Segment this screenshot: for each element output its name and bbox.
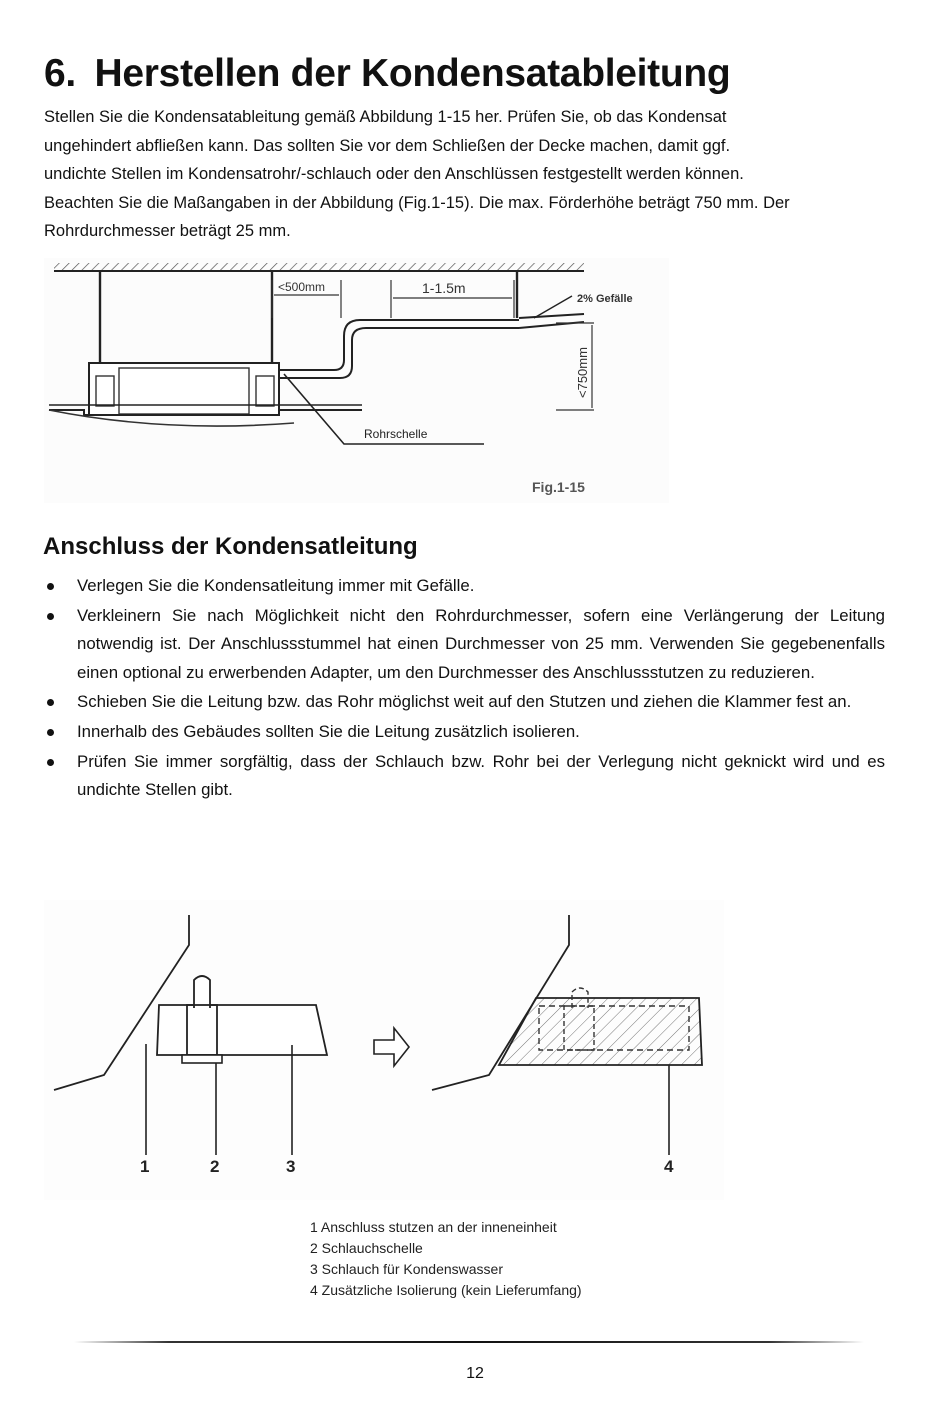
bullet-icon bbox=[47, 583, 54, 590]
callout-4: 4 bbox=[664, 1157, 674, 1176]
list-item bbox=[44, 572, 885, 601]
section-heading bbox=[44, 48, 730, 100]
list-item-text: Schieben Sie die Leitung bzw. das Rohr möglichst weit auf den Stutzen und ziehen die Klammer fest an. bbox=[77, 692, 852, 712]
bullet-list bbox=[44, 572, 885, 806]
bullet-icon bbox=[47, 759, 54, 766]
list-item-text: Prüfen Sie immer sorgfältig, dass der Schlauch bzw. Rohr bei der Verlegung nicht geknickt wird und es undichte Stellen gibt. bbox=[77, 751, 885, 800]
section-number: 6. bbox=[44, 52, 76, 95]
dimension-1-1-5m: 1-1.5m bbox=[422, 280, 466, 296]
intro-line: Rohrdurchmesser beträgt 25 mm. bbox=[44, 222, 291, 241]
list-item bbox=[44, 688, 885, 717]
list-item bbox=[44, 748, 885, 805]
slope-label: 2% Gefälle bbox=[577, 293, 633, 305]
figure-legend bbox=[310, 1217, 582, 1301]
dimension-750mm: <750mm bbox=[575, 347, 590, 398]
list-item-text: Innerhalb des Gebäudes sollten Sie die Leitung zusätzlich isolieren. bbox=[77, 721, 580, 741]
list-item-text: Verlegen Sie die Kondensatleitung immer mit Gefälle. bbox=[77, 576, 475, 595]
section-title: Herstellen der Kondensatableitung bbox=[94, 52, 731, 95]
list-item bbox=[44, 718, 885, 747]
intro-line: Stellen Sie die Kondensatableitung gemäß Abbildung 1-15 her. Prüfen Sie, ob das Kondensat bbox=[44, 108, 727, 126]
legend-item: 3 Schlauch für Kondenswasser bbox=[310, 1261, 503, 1277]
figure-caption: Fig.1-15 bbox=[532, 479, 585, 495]
figure-connection bbox=[44, 900, 724, 1200]
callout-1: 1 bbox=[140, 1157, 150, 1176]
legend-item: 4 Zusätzliche Isolierung (kein Lieferumfang) bbox=[310, 1282, 582, 1298]
page-number: 12 bbox=[466, 1365, 484, 1382]
intro-line: undichte Stellen im Kondensatrohr/-schlauch oder den Anschlüssen festgestellt werden können. bbox=[44, 165, 744, 184]
callout-3: 3 bbox=[286, 1157, 296, 1176]
callout-2: 2 bbox=[210, 1157, 220, 1176]
bullet-icon bbox=[47, 613, 54, 620]
bullet-icon bbox=[47, 729, 54, 736]
dimension-500mm: <500mm bbox=[278, 280, 326, 294]
clamp-label: Rohrschelle bbox=[364, 427, 428, 441]
legend-item: 2 Schlauchschelle bbox=[310, 1240, 423, 1256]
intro-line: ungehindert abfließen kann. Das sollten Sie vor dem Schließen der Decke machen, damit ggf. bbox=[44, 136, 731, 155]
intro-line: Beachten Sie die Maßangaben in der Abbildung (Fig.1-15). Die max. Förderhöhe beträgt 750 mm. Der bbox=[44, 193, 790, 212]
figure-1-15 bbox=[44, 258, 669, 503]
legend-item: 1 Anschluss stutzen an der inneneinheit bbox=[310, 1219, 557, 1235]
subheading: Anschluss der Kondensatleitung bbox=[43, 533, 418, 560]
bullet-icon bbox=[47, 699, 54, 706]
list-item bbox=[44, 602, 885, 688]
intro-paragraph bbox=[44, 103, 894, 246]
list-item-text: Verkleinern Sie nach Möglichkeit nicht den Rohrdurchmesser, sofern eine Verlängerung der Leitung notwendig ist. Der Anschlussstummel hat einen Durchmesser von 25 mm. Verwenden Sie gegebenenfalls einen optional zu erwerbenden Adapter, um den Durchmesser des Anschlussstutzen zu reduzieren. bbox=[77, 605, 885, 682]
footer-divider bbox=[74, 1341, 864, 1343]
ceiling bbox=[54, 263, 584, 271]
